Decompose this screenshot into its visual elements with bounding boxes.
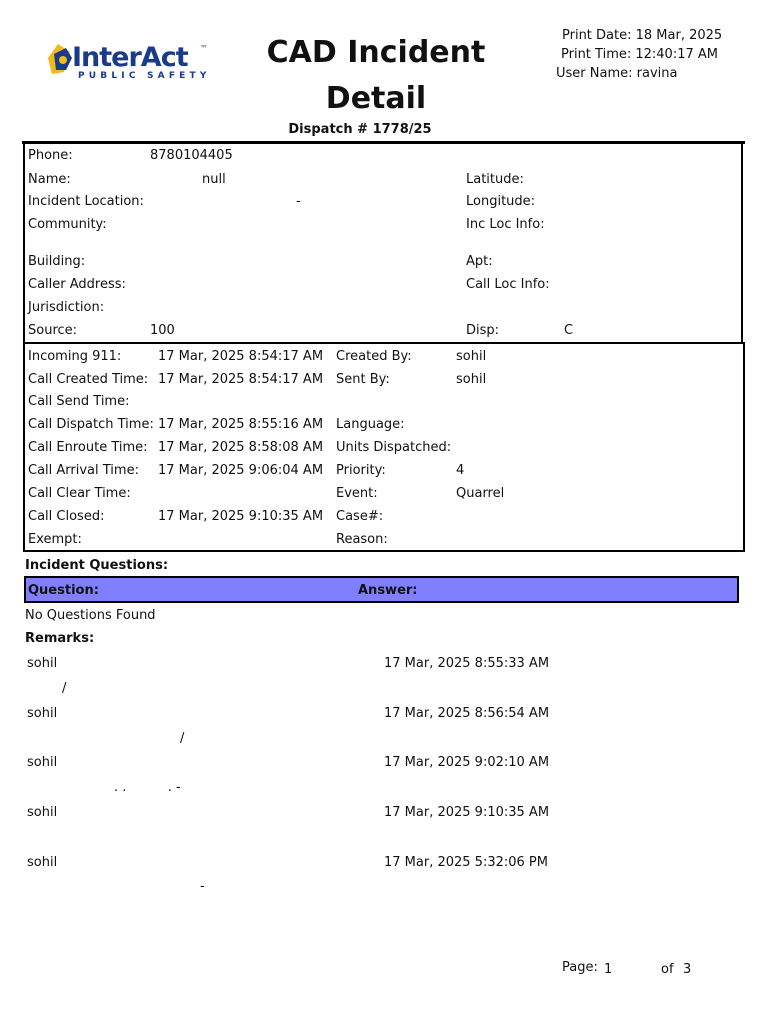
print-date: Print Date: 18 Mar, 2025: [562, 28, 723, 43]
call-loc-info-label: Call Loc Info:: [466, 277, 550, 292]
clear-time-label: Call Clear Time:: [28, 486, 131, 501]
reason-label: Reason:: [336, 532, 388, 547]
longitude-label: Longitude:: [466, 194, 536, 209]
dispatch-number: Dispatch # 1778/25: [288, 122, 432, 137]
arrival-time-label: Call Arrival Time:: [28, 463, 139, 478]
name-value: null: [202, 172, 226, 187]
incoming-label: Incoming 911:: [28, 349, 122, 364]
priority-value: 4: [456, 463, 465, 478]
enroute-time-value: 17 Mar, 2025 8:58:08 AM: [158, 440, 324, 455]
disp-value: C: [564, 323, 574, 338]
source-label: Source:: [28, 323, 78, 338]
building-label: Building:: [28, 254, 86, 269]
logo-subtext: PUBLIC SAFETY: [78, 71, 211, 81]
page-label: Page:: [562, 960, 598, 975]
location-section: [23, 144, 743, 342]
priority-label: Priority:: [336, 463, 386, 478]
print-time: Print Time: 12:40:17 AM: [561, 47, 718, 62]
user-name: User Name: ravina: [556, 66, 678, 81]
closed-time-label: Call Closed:: [28, 509, 105, 524]
dispatch-time-label: Call Dispatch Time:: [28, 417, 154, 432]
remark-user: sohil: [27, 755, 58, 770]
event-value: Quarrel: [456, 486, 505, 501]
community-label: Community:: [28, 217, 107, 232]
phone-value: 8780104405: [150, 148, 233, 163]
exempt-label: Exempt:: [28, 532, 82, 547]
created-by-value: sohil: [456, 349, 487, 364]
name-label: Name:: [28, 172, 71, 187]
language-label: Language:: [336, 417, 405, 432]
logo-trademark: ™: [200, 44, 208, 53]
sent-by-value: sohil: [456, 372, 487, 387]
remark-text: . . . -: [114, 780, 181, 795]
case-label: Case#:: [336, 509, 384, 524]
page-total: 3: [683, 962, 692, 977]
page-of-label: of: [661, 962, 674, 977]
remark-time: 17 Mar, 2025 8:56:54 AM: [384, 706, 550, 721]
remarks-heading: Remarks:: [25, 631, 95, 646]
remark-user: sohil: [27, 805, 58, 820]
remark-text: /: [180, 731, 185, 746]
incident-questions-heading: Incident Questions:: [25, 558, 169, 573]
remark-time: 17 Mar, 2025 9:02:10 AM: [384, 755, 550, 770]
incident-location-value: -: [296, 194, 301, 209]
units-dispatched-label: Units Dispatched:: [336, 440, 452, 455]
jurisdiction-label: Jurisdiction:: [28, 300, 105, 315]
created-time-value: 17 Mar, 2025 8:54:17 AM: [158, 372, 324, 387]
incoming-value: 17 Mar, 2025 8:54:17 AM: [158, 349, 324, 364]
remark-user: sohil: [27, 706, 58, 721]
title-line-1: CAD Incident: [266, 35, 486, 70]
phone-label: Phone:: [28, 148, 73, 163]
page-number: 1: [604, 962, 613, 977]
closed-time-value: 17 Mar, 2025 9:10:35 AM: [158, 509, 324, 524]
page-title: [240, 30, 512, 122]
no-questions-text: No Questions Found: [25, 608, 156, 623]
incident-location-label: Incident Location:: [28, 194, 144, 209]
remark-text: /: [62, 681, 67, 696]
created-time-label: Call Created Time:: [28, 372, 149, 387]
remark-text: -: [200, 879, 205, 894]
created-by-label: Created By:: [336, 349, 412, 364]
remark-user: sohil: [27, 855, 58, 870]
question-column-header: Question:: [28, 583, 99, 598]
enroute-time-label: Call Enroute Time:: [28, 440, 148, 455]
inc-loc-info-label: Inc Loc Info:: [466, 217, 545, 232]
questions-header-bar: [24, 576, 739, 603]
sent-by-label: Sent By:: [336, 372, 390, 387]
title-line-2: Detail: [325, 81, 427, 116]
dispatch-time-value: 17 Mar, 2025 8:55:16 AM: [158, 417, 324, 432]
caller-address-label: Caller Address:: [28, 277, 126, 292]
remark-time: 17 Mar, 2025 9:10:35 AM: [384, 805, 550, 820]
logo-text: InterAct: [72, 42, 188, 73]
apt-label: Apt:: [466, 254, 493, 269]
latitude-label: Latitude:: [466, 172, 524, 187]
send-time-label: Call Send Time:: [28, 394, 130, 409]
source-value: 100: [150, 323, 175, 338]
disp-label: Disp:: [466, 323, 500, 338]
arrival-time-value: 17 Mar, 2025 9:06:04 AM: [158, 463, 324, 478]
interact-logo: [44, 40, 214, 84]
remark-time: 17 Mar, 2025 8:55:33 AM: [384, 656, 550, 671]
answer-column-header: Answer:: [358, 583, 418, 598]
remark-time: 17 Mar, 2025 5:32:06 PM: [384, 855, 548, 870]
event-label: Event:: [336, 486, 378, 501]
remark-user: sohil: [27, 656, 58, 671]
